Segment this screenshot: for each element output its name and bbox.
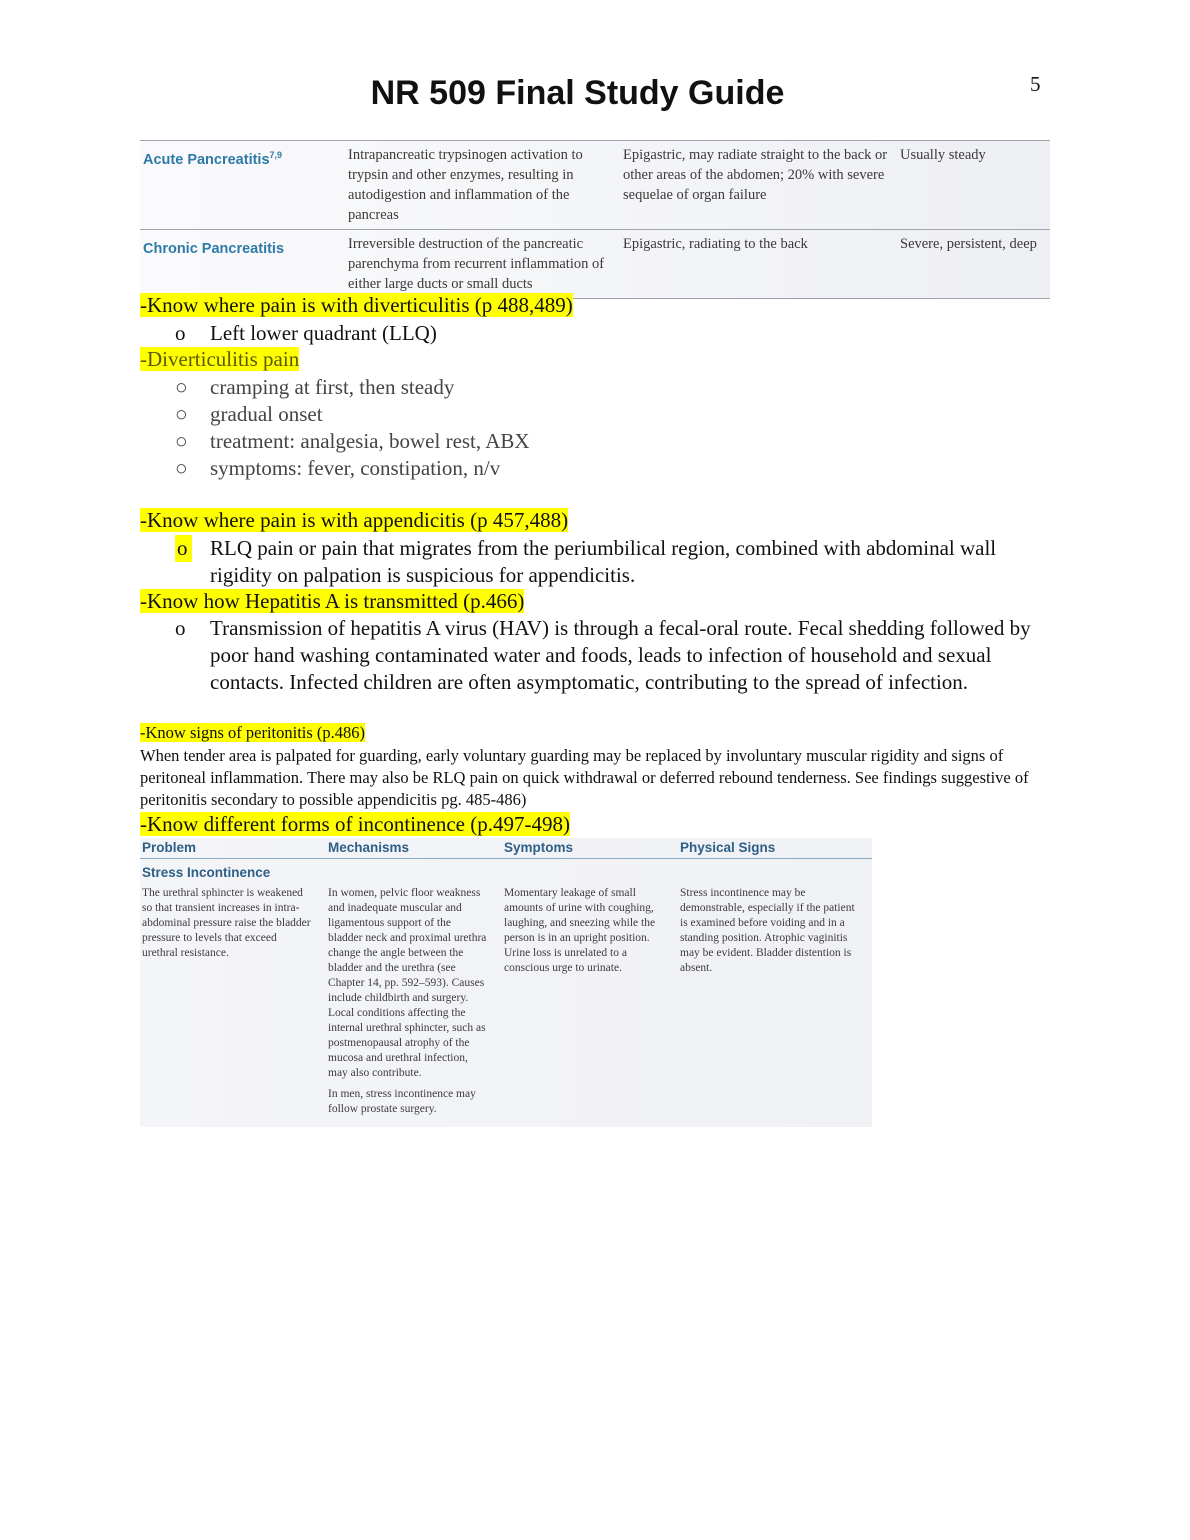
list-item-text: Transmission of hepatitis A virus (HAV) is through a fecal-oral route. Fecal shedding followed by poor hand washing contaminated water and foods, leads to infection of household and sexual contacts. Infected children are often asymptomatic, contributing to the spread of infection. <box>210 616 1031 694</box>
table-cell-symptoms: Momentary leakage of small amounts of urine with coughing, laughing, and sneezing while the person is in an upright position. Urine loss is unrelated to a conscious urge to urinate. <box>504 887 656 974</box>
bullet-marker: o <box>175 616 186 640</box>
list-item <box>175 455 1055 482</box>
pancreatitis-table <box>140 140 1050 299</box>
bullet-marker: ○ <box>175 402 188 426</box>
incontinence-table <box>140 838 872 1127</box>
table-cell-quality: Severe, persistent, deep <box>900 236 1037 252</box>
page-number: 5 <box>1030 72 1041 96</box>
heading-diverticulitis-location: -Know where pain is with diverticulitis (p 488,489) <box>140 293 573 317</box>
bullet-marker: ○ <box>175 456 188 480</box>
heading-appendicitis: -Know where pain is with appendicitis (p 457,488) <box>140 508 569 532</box>
list-item <box>175 374 1055 401</box>
heading-diverticulitis-pain: -Diverticulitis pain <box>140 347 300 371</box>
heading-hepatitis-a: -Know how Hepatitis A is transmitted (p.466) <box>140 589 525 613</box>
table-cell-physical-signs: Stress incontinence may be demonstrable, especially if the patient is examined before voiding and in a standing position. Atrophic vaginitis may be evident. Bladder distention is absent. <box>680 887 855 974</box>
table-row <box>140 884 872 1127</box>
bullet-marker: o <box>175 535 192 562</box>
list-item-text: Left lower quadrant (LLQ) <box>210 321 437 345</box>
bullet-marker: o <box>175 321 186 345</box>
page-title: NR 509 Final Study Guide <box>370 74 785 112</box>
table-row <box>140 141 1050 230</box>
table-header-row <box>140 838 872 859</box>
heading-peritonitis: -Know signs of peritonitis (p.486) <box>140 723 366 742</box>
column-header: Mechanisms <box>326 838 502 859</box>
bullet-marker: ○ <box>175 375 188 399</box>
list-item <box>175 535 1055 589</box>
table-cell-location: Epigastric, radiating to the back <box>623 236 808 252</box>
list-diverticulitis-location <box>175 320 1055 347</box>
table-cell-problem: Chronic Pancreatitis <box>143 240 285 257</box>
table-subheading: Stress Incontinence <box>142 865 271 880</box>
table-cell-problem: Acute Pancreatitis$^{7,9}$ <box>143 150 283 168</box>
heading-incontinence: -Know different forms of incontinence (p.497-498) <box>140 812 570 836</box>
list-item-text: cramping at first, then steady <box>210 375 455 399</box>
mechanism-men: In men, stress incontinence may follow prostate surgery. <box>328 1088 476 1115</box>
list-item-text: symptoms: fever, constipation, n/v <box>210 456 501 480</box>
table-cell-mechanism <box>326 884 502 1127</box>
list-hepatitis-a <box>175 615 1055 696</box>
bullet-marker: ○ <box>175 429 188 453</box>
table-cell-location: Epigastric, may radiate straight to the back or other areas of the abdomen; 20% with severe sequelae of organ failure <box>623 147 888 203</box>
column-header: Symptoms <box>502 838 678 859</box>
list-item-text: gradual onset <box>210 402 323 426</box>
table-cell-quality: Usually steady <box>900 147 986 163</box>
list-item-text: treatment: analgesia, bowel rest, ABX <box>210 429 530 453</box>
peritonitis-text: When tender area is palpated for guarding, early voluntary guarding may be replaced by involuntary muscular rigidity and signs of peritoneal inflammation. There may also be RLQ pain on quick withdrawal or deferred rebound tenderness. See findings suggestive of peritonitis secondary to possible appendicitis pg. 485-486) <box>140 746 1029 809</box>
list-item <box>175 401 1055 428</box>
list-item <box>175 615 1055 696</box>
list-item-text: RLQ pain or pain that migrates from the periumbilical region, combined with abdominal wall rigidity on palpation is suspicious for appendicitis. <box>210 536 997 587</box>
list-item <box>175 428 1055 455</box>
list-diverticulitis-pain <box>175 374 1055 482</box>
table-cell-problem: The urethral sphincter is weakened so that transient increases in intra-abdominal pressure raise the bladder pressure to levels that exceed urethral resistance. <box>142 887 311 959</box>
list-appendicitis <box>175 535 1055 589</box>
list-item <box>175 320 1055 347</box>
table-cell-mechanism: Intrapancreatic trypsinogen activation to trypsin and other enzymes, resulting in autodigestion and inflammation of the pancreas <box>348 147 583 223</box>
mechanism-women: In women, pelvic floor weakness and inadequate muscular and ligamentous support of the bladder neck and proximal urethra change the angle between the bladder and the urethra (see Chapter 14, pp. 592–593). Causes include childbirth and surgery. Local conditions affecting the internal urethral sphincter, such as postmenopausal atrophy of the mucosa and urethral infection, may also contribute. <box>328 887 487 1079</box>
column-header: Physical Signs <box>678 838 872 859</box>
column-header: Problem <box>140 838 326 859</box>
table-cell-mechanism: Irreversible destruction of the pancreatic parenchyma from recurrent inflammation of either large ducts or small ducts <box>348 236 605 292</box>
table-row <box>140 859 872 885</box>
table-row <box>140 230 1050 299</box>
